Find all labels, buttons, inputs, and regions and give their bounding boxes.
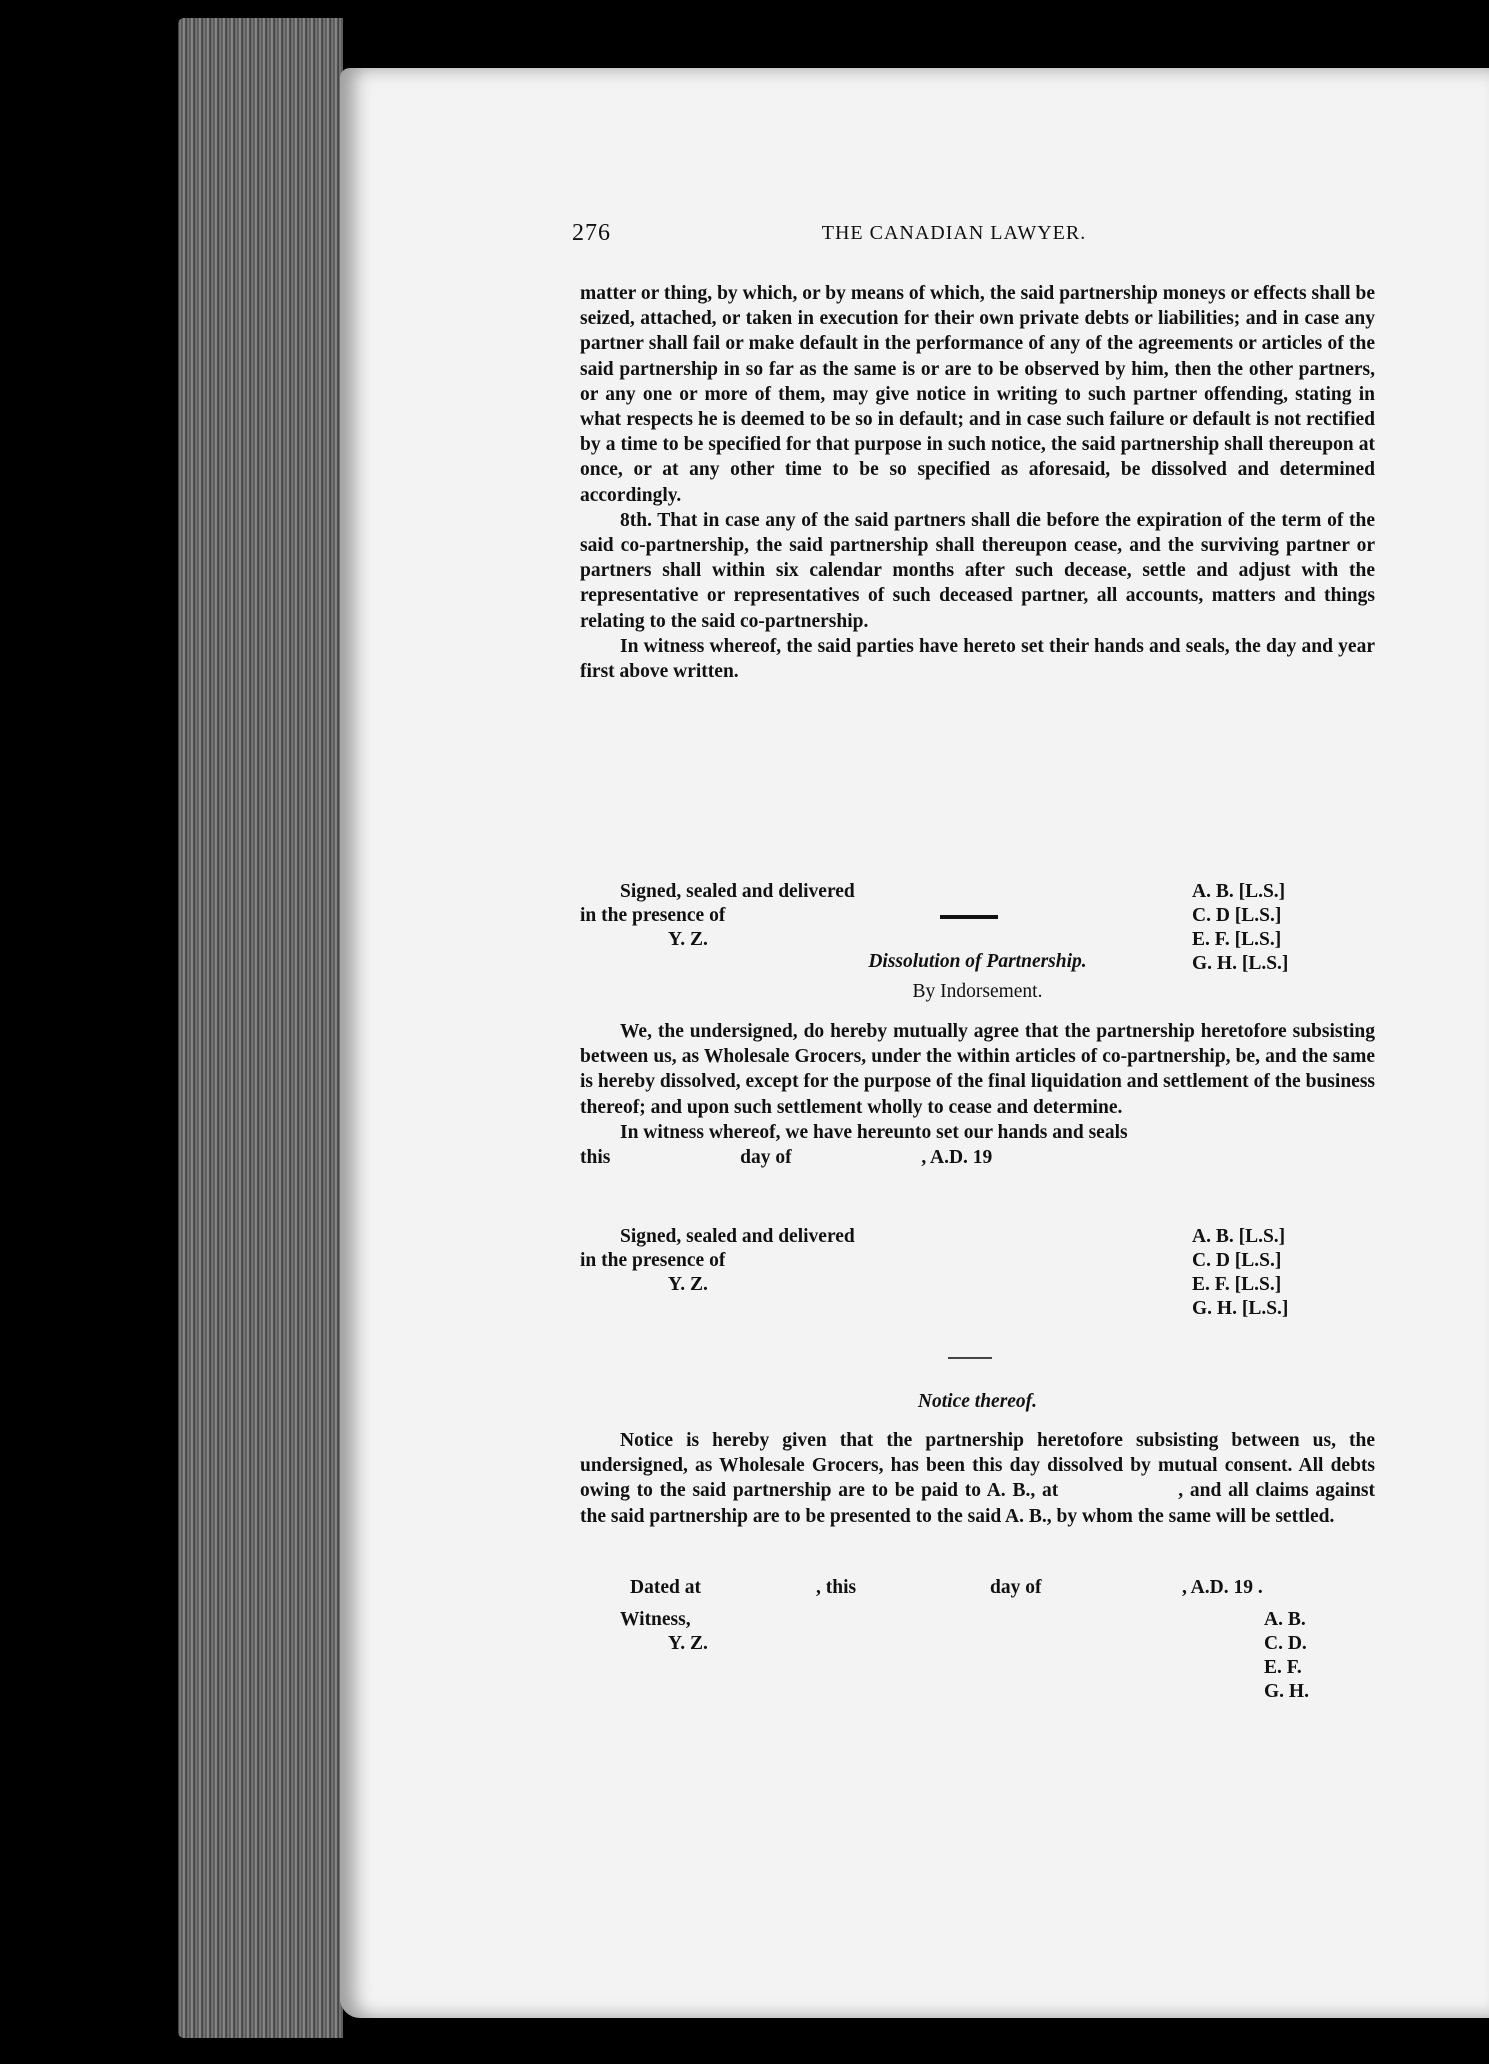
dated-ad: , A.D. 19 . <box>1182 1577 1263 1598</box>
dated-day-of: day of <box>990 1577 1042 1598</box>
signatory: E. F. [L.S.] <box>1192 1274 1282 1295</box>
signatory: A. B. [L.S.] <box>1192 1226 1286 1247</box>
dissolution-body <box>580 1019 1375 1170</box>
partnership-articles-continuation <box>580 281 1375 684</box>
witness-name: Y. Z. <box>668 1633 708 1654</box>
date-this: this <box>580 1147 611 1169</box>
dissolution-date-line <box>580 1145 1375 1170</box>
witness-name: Y. Z. <box>668 1274 708 1295</box>
default-clause-paragraph: matter or thing, by which, or by means of which, the said partnership moneys or effects shall be seized, attached, or taken in execution for their own private debts or liabilities; and in case any partner shall fail or make default in the performance of any of the agreements or articles of the said partnership in so far as the same is or are to be observed by him, then the other partners, or any one or more of them, may give notice in writing to such partner offending, stating in what respects he is deemed to be so in default; and in case such failure or default is not rectified by a time to be specified for that purpose in such notice, the said partnership shall thereupon at once, or at any other time to be so specified as aforesaid, be dissolved and determined accordingly. <box>580 283 1375 506</box>
dated-at: Dated at <box>630 1577 701 1598</box>
section-divider <box>948 1357 992 1359</box>
date-day-of: day of <box>740 1147 792 1169</box>
signatory: C. D. <box>1264 1633 1307 1654</box>
notice-text-part1: Notice is hereby given that the partnership heretofore subsisting between us, the undersigned, as Wholesale Grocers, has been this day dissolved by mutual consent. All debts owing to the said partnership are to be paid to A. B., at <box>580 1430 1375 1502</box>
signed-sealed-line: Signed, sealed and delivered <box>620 1226 855 1247</box>
notice-paragraph <box>580 1428 1375 1529</box>
notice-title: Notice thereof. <box>917 1391 1038 1412</box>
page-number: 276 <box>572 220 611 246</box>
signatory: C. D [L.S.] <box>1192 1250 1282 1271</box>
signatory: G. H. [L.S.] <box>1192 1298 1289 1319</box>
presence-line: in the presence of <box>580 1250 726 1271</box>
signatory: C. D [L.S.] <box>1192 905 1282 926</box>
signatory: G. H. <box>1264 1681 1309 1702</box>
section-divider <box>940 915 998 919</box>
witness-label: Witness, <box>620 1609 691 1630</box>
signatory: E. F. [L.S.] <box>1192 929 1282 950</box>
notice-text-part2: , and all claims against the said partnership are to be presented to the said A. B., by whom the same will be settled. <box>580 1480 1375 1527</box>
notice-body <box>580 1428 1375 1529</box>
signatory: A. B. [L.S.] <box>1192 881 1286 902</box>
dissolution-witness-line: In witness whereof, we have hereunto set our hands and seals <box>620 1121 1128 1143</box>
witness-name: Y. Z. <box>668 929 708 950</box>
dissolution-paragraph: We, the undersigned, do hereby mutually agree that the partnership heretofore subsisting between us, as Wholesale Grocers, under the within articles of co-partnership, be, and the same is hereby dissolved, except for the purpose of the final liquidation and settlement of the business thereof; and upon such settlement wholly to cease and determine. <box>580 1021 1375 1118</box>
signed-sealed-line: Signed, sealed and delivered <box>620 881 855 902</box>
signatory: G. H. [L.S.] <box>1192 953 1289 974</box>
presence-line: in the presence of <box>580 905 726 926</box>
signatory: E. F. <box>1264 1657 1302 1678</box>
eighth-clause-paragraph: 8th. That in case any of the said partners shall die before the expiration of the term of the said co-partnership, the said partnership shall thereupon cease, and the surviving partner or partners shall within six calendar months after such decease, settle and adjust with the representative or representatives of such deceased partner, all accounts, matters and things relating to the said co-partnership. <box>580 509 1375 632</box>
running-title: THE CANADIAN LAWYER. <box>821 222 1087 244</box>
dated-this: , this <box>816 1577 857 1598</box>
book-page <box>340 68 1489 2018</box>
dissolution-subtitle: By Indorsement. <box>912 981 1043 1002</box>
dissolution-title: Dissolution of Partnership. <box>868 951 1087 972</box>
date-ad: , A.D. 19 <box>921 1147 993 1169</box>
book-page-edges <box>178 18 343 2038</box>
witness-paragraph: In witness whereof, the said parties have hereto set their hands and seals, the day and year first above written. <box>580 635 1375 683</box>
signatory: A. B. <box>1264 1609 1306 1630</box>
